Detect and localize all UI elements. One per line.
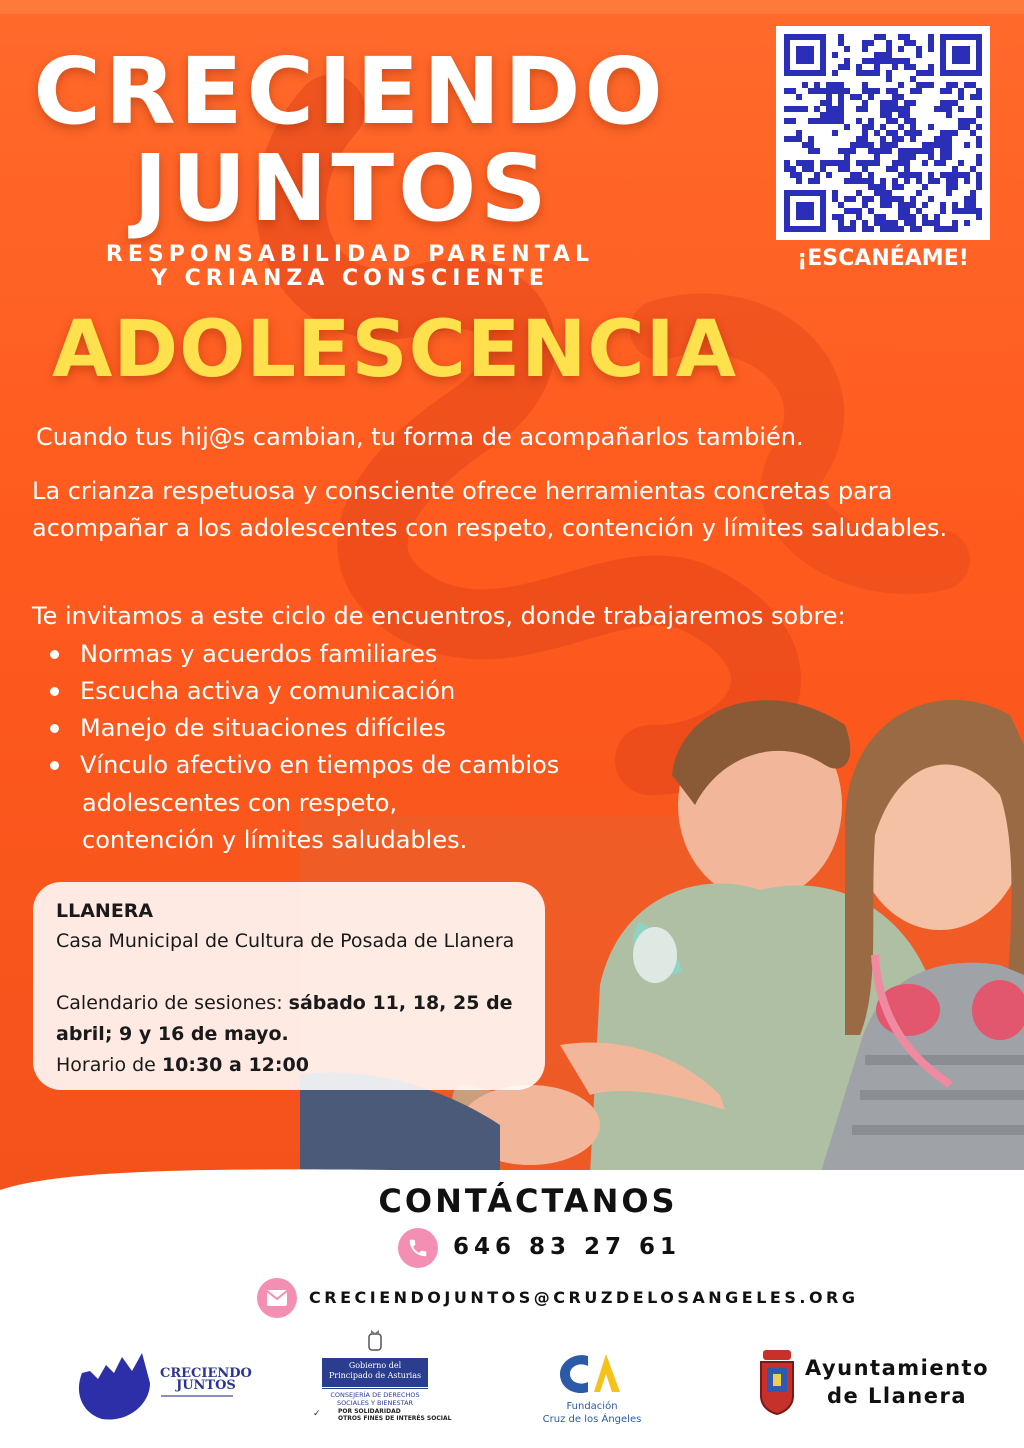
email-address[interactable]: CRECIENDOJUNTOS@CRUZDELOSANGELES.ORG: [309, 1288, 859, 1307]
scan-label: ¡ESCANÉAME!: [797, 246, 969, 271]
bullet-icon: [50, 650, 59, 659]
phone-icon: [398, 1228, 438, 1268]
invitation-paragraph: Te invitamos a este ciclo de encuentros, donde trabajaremos sobre:: [32, 602, 846, 630]
venue-text: Casa Municipal de Cultura de Posada de Llanera: [56, 930, 515, 952]
fundacion-logo-icon: [556, 1348, 626, 1398]
event-info-box: [33, 882, 545, 1090]
bullet-continuation-2: contención y límites saludables.: [82, 826, 468, 854]
headline: ADOLESCENCIA: [52, 305, 738, 395]
calendar-text: Calendario de sesiones: sábado 11, 18, 25 de abril; 9 y 16 de mayo.: [56, 992, 513, 1045]
description-paragraph: La crianza respetuosa y consciente ofrece herramientas concretas para acompañar a los adolescentes con respeto, contención y límites saludables.: [32, 477, 948, 542]
hours-text: Horario de 10:30 a 12:00: [56, 1054, 309, 1076]
mail-icon: [257, 1278, 297, 1318]
list-item: Manejo de situaciones difíciles: [50, 710, 559, 747]
asturias-crest-icon: [367, 1328, 383, 1352]
llanera-crest-icon: [757, 1346, 797, 1416]
check-icon: ✓: [313, 1409, 321, 1419]
title-line-2: JUNTOS: [133, 135, 551, 242]
list-item: Escucha activa y comunicación: [50, 673, 559, 710]
creciendo-juntos-logo-text: CRECIENDO JUNTOS: [160, 1366, 252, 1393]
consejeria-text: CONSEJERÍA DE DERECHOS SOCIALES Y BIENESTAR: [322, 1388, 428, 1407]
subtitle-line-2: Y CRIANZA CONSCIENTE: [151, 266, 549, 291]
qr-code-icon: [784, 34, 982, 232]
intro-text: Cuando tus hij@s cambian, tu forma de acompañarlos también.: [36, 423, 804, 451]
fundacion-logo-text: Fundación Cruz de los Ángeles: [542, 1401, 642, 1425]
gobierno-asturias-logo: Gobierno del Principado de Asturias: [322, 1358, 428, 1387]
phone-number[interactable]: 646 83 27 61: [453, 1234, 682, 1260]
location-title: LLANERA: [56, 900, 154, 922]
title-line-1: CRECIENDO: [33, 38, 667, 145]
bullet-icon: [50, 724, 59, 733]
contact-title: CONTÁCTANOS: [378, 1182, 678, 1220]
bullet-icon: [50, 687, 59, 696]
logo-underline: [161, 1395, 233, 1397]
bullet-icon: [50, 761, 59, 770]
topics-list: [50, 636, 559, 784]
ayuntamiento-logo-text: Ayuntamiento de Llanera: [804, 1356, 990, 1408]
creciendo-juntos-logo-icon: [72, 1343, 154, 1421]
qr-code[interactable]: [776, 26, 990, 240]
subtitle-line-1: RESPONSABILIDAD PARENTAL: [105, 242, 595, 267]
bullet-continuation-1: adolescentes con respeto,: [82, 789, 398, 817]
list-item: Normas y acuerdos familiares: [50, 636, 559, 673]
solidarity-note: POR SOLIDARIDAD OTROS FINES DE INTERÉS SOCIAL: [338, 1408, 452, 1422]
list-item: Vínculo afectivo en tiempos de cambios: [50, 747, 559, 784]
